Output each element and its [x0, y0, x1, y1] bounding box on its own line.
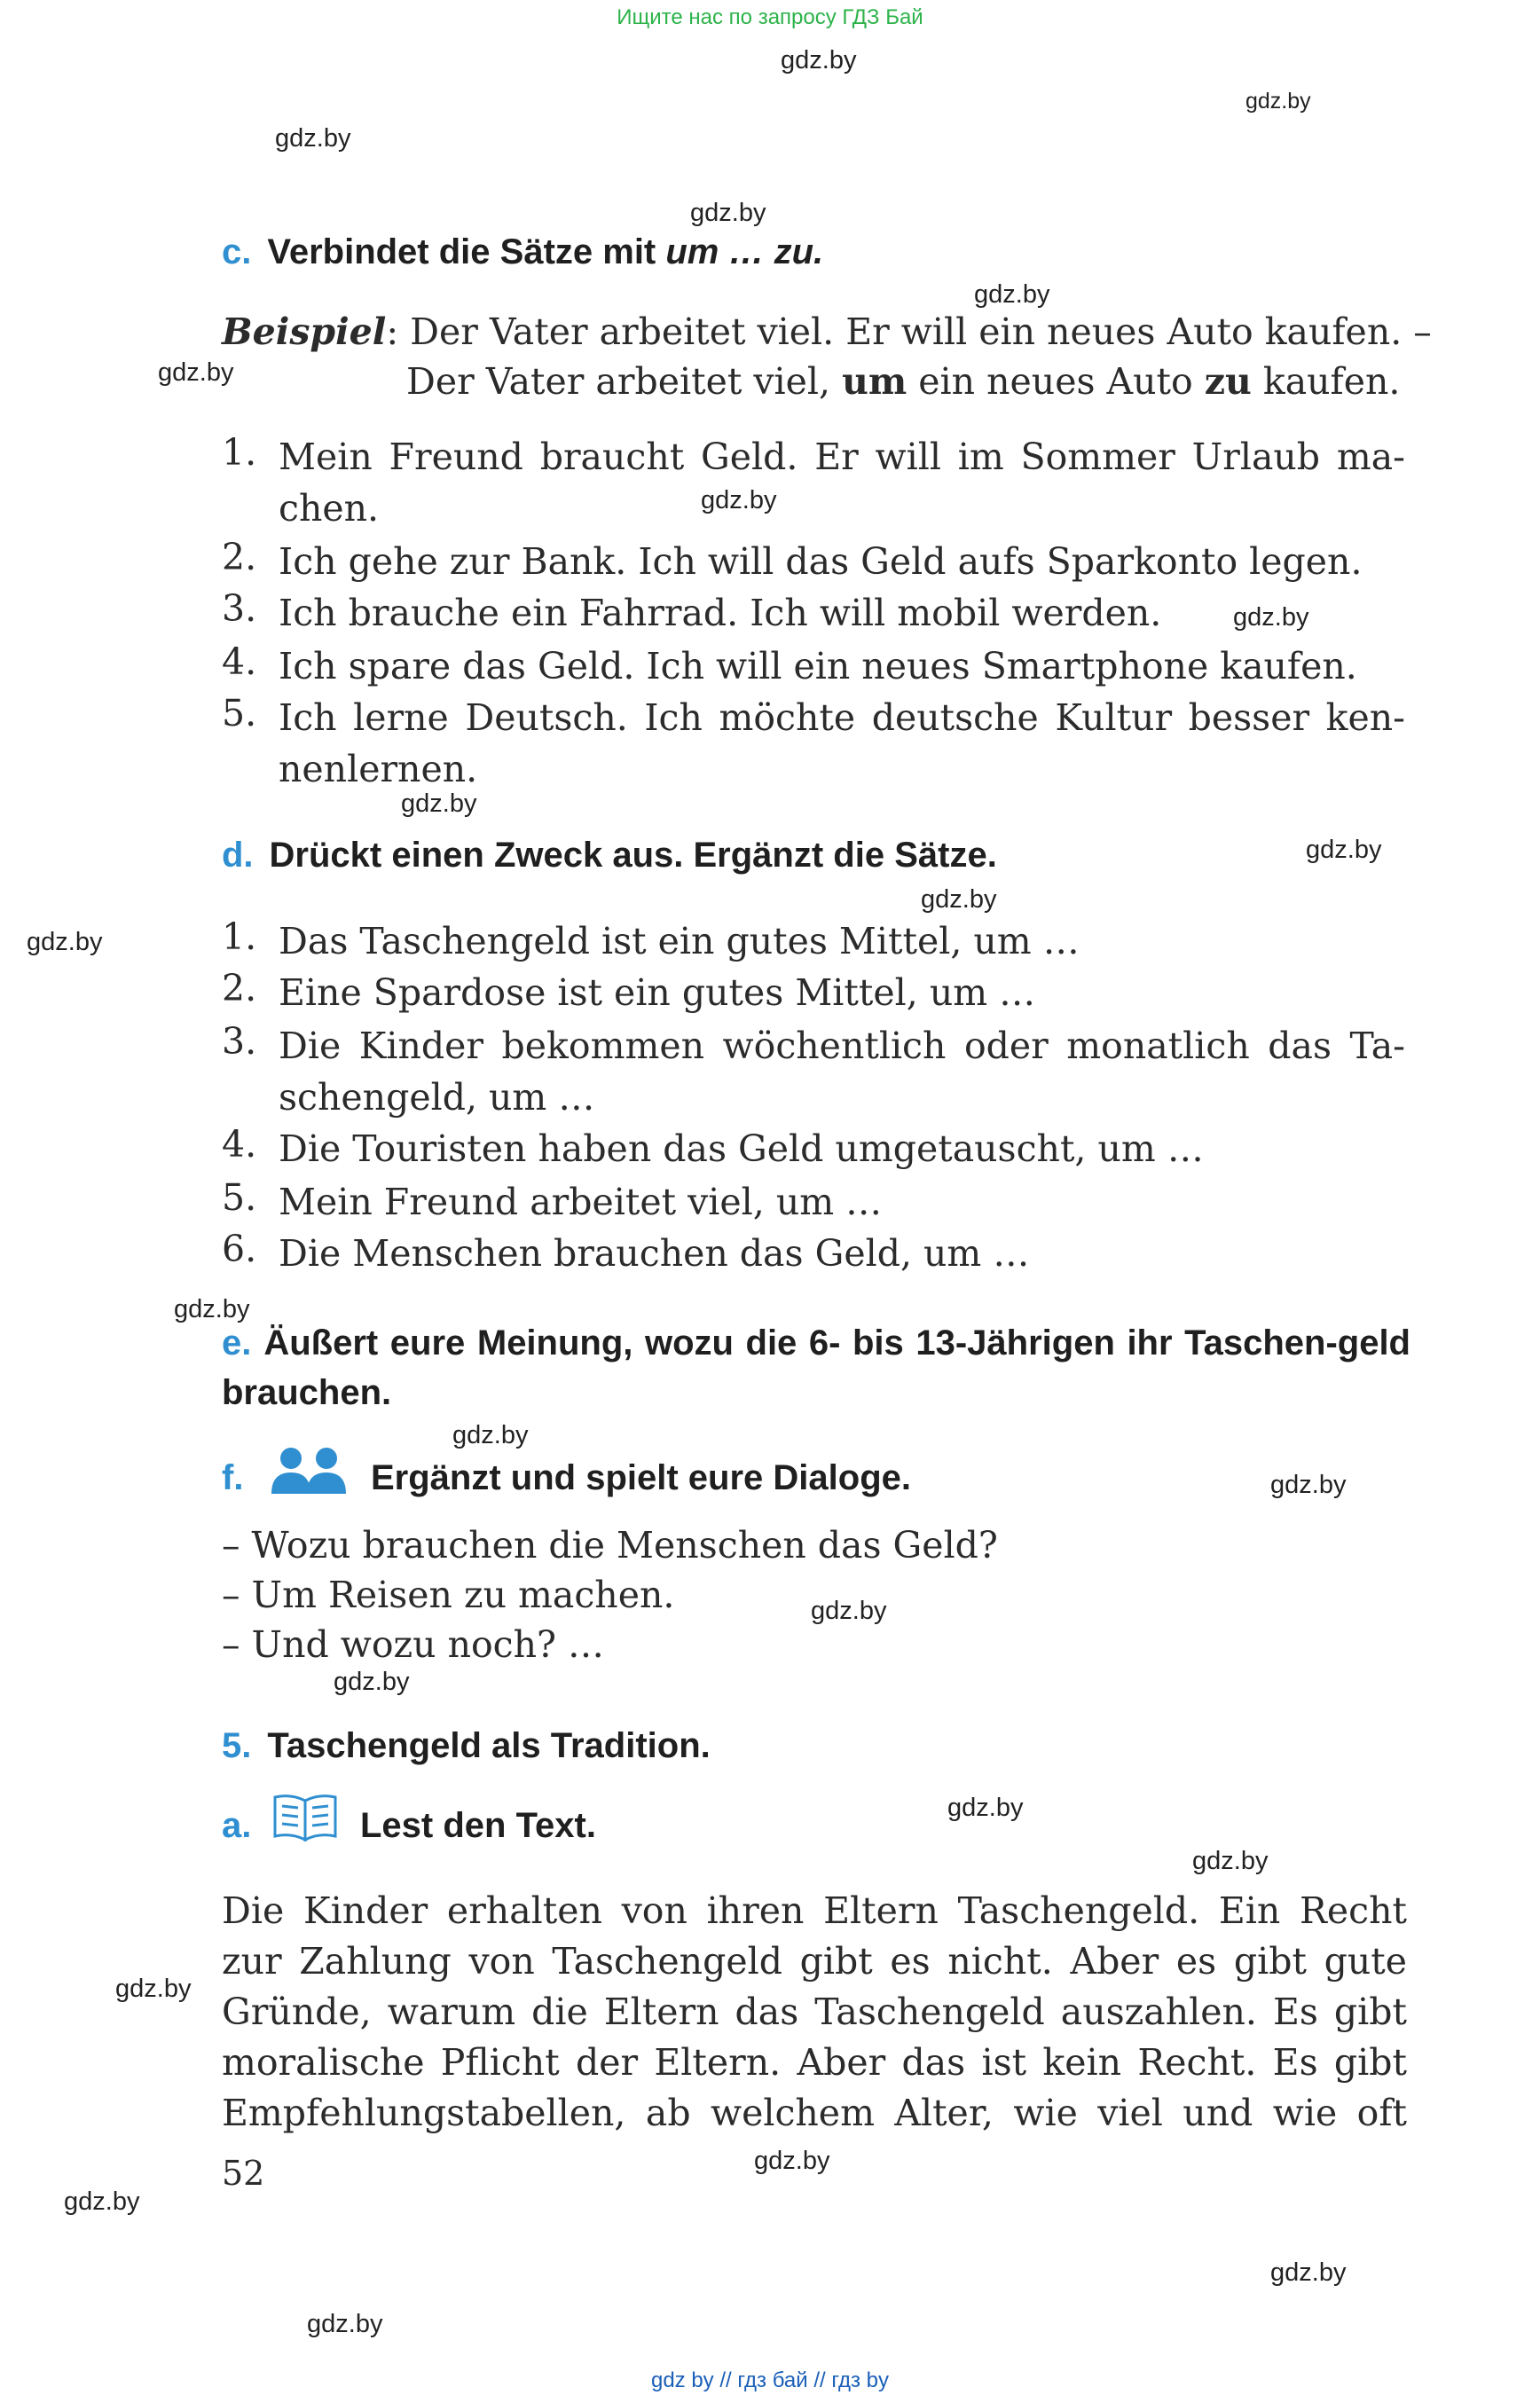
section-d-heading: [222, 836, 997, 876]
list-item: Die Kinder bekommen wöchentlich oder monatlich das Ta-schengeld, um …: [279, 1025, 1405, 1119]
list-item: Das Taschengeld ist ein gutes Mittel, um …: [279, 920, 1080, 962]
dialog-line: – Wozu brauchen die Menschen das Geld?: [222, 1524, 998, 1567]
list-number: 2.: [222, 536, 257, 578]
example-text: Der Vater arbeitet viel. Er will ein neues Auto kaufen. –: [410, 310, 1432, 353]
watermark: gdz.by: [754, 2147, 830, 2175]
task-5-heading: [222, 1726, 711, 1766]
list-item: Ich lerne Deutsch. Ich möchte deutsche Kultur besser ken-nenlernen.: [279, 696, 1405, 790]
watermark: gdz.by: [811, 1597, 887, 1625]
dialog-line: – Um Reisen zu machen.: [222, 1574, 675, 1616]
dialog-line: – Und wozu noch? …: [222, 1623, 605, 1666]
section-title-italic: um … zu.: [665, 232, 824, 271]
page-number: 52: [222, 2154, 265, 2193]
watermark: gdz.by: [1306, 836, 1382, 864]
watermark: gdz.by: [921, 885, 997, 914]
text-line: Empfehlungstabellen, ab welchem Alter, wie viel und wie oft: [222, 2092, 1407, 2134]
watermark: gdz.by: [1233, 603, 1309, 632]
watermark: gdz.by: [1245, 89, 1311, 114]
example-line-2: [406, 360, 1400, 403]
example-keyword: zu: [1204, 360, 1252, 403]
section-letter: a.: [222, 1806, 252, 1845]
list-number: 1.: [222, 915, 257, 958]
list-item: Ich gehe zur Bank. Ich will das Geld aufs Sparkonto legen.: [279, 540, 1363, 583]
section-title: Drückt einen Zweck aus. Ergänzt die Sätze.: [269, 836, 997, 875]
example-keyword: um: [842, 360, 908, 403]
example-line-1: Beispiel: Der Vater arbeitet viel. Er will ein neues Auto kaufen. –: [222, 310, 1432, 353]
section-f-heading: [222, 1458, 259, 1498]
section-c-heading: [222, 232, 823, 272]
section-letter: d.: [222, 836, 254, 875]
bottom-banner[interactable]: gdz by // гдз бай // гдз by: [650, 2368, 890, 2392]
watermark: gdz.by: [115, 1975, 192, 2003]
watermark: gdz.by: [27, 928, 103, 956]
text-line: Gründe, warum die Eltern das Taschengeld auszahlen. Es gibt: [222, 1991, 1407, 2033]
list-item: Die Touristen haben das Geld umgetauscht, um …: [279, 1127, 1204, 1170]
list-number: 4.: [222, 1123, 257, 1166]
watermark: gdz.by: [701, 486, 777, 514]
section-a-heading: [222, 1806, 267, 1846]
watermark: gdz.by: [974, 280, 1050, 309]
list-number: 3.: [222, 587, 257, 630]
watermark: gdz.by: [158, 358, 234, 387]
watermark: gdz.by: [64, 2187, 140, 2216]
section-f-title: Ergänzt und spielt eure Dialoge.: [371, 1458, 911, 1497]
section-a-title: Lest den Text.: [360, 1806, 596, 1845]
example-text: kaufen.: [1251, 360, 1401, 403]
watermark: gdz.by: [781, 46, 857, 75]
list-item: Ich spare das Geld. Ich will ein neues Smartphone kaufen.: [279, 645, 1357, 687]
section-title: Äußert eure Meinung, wozu die 6- bis 13-Jährigen ihr Taschen-geld brauchen.: [222, 1323, 1410, 1412]
list-number: 4.: [222, 640, 257, 683]
watermark: gdz.by: [947, 1794, 1024, 1822]
text-line: zur Zahlung von Taschengeld gibt es nicht. Aber es gibt gute: [222, 1940, 1407, 1983]
list-item: Die Menschen brauchen das Geld, um …: [279, 1232, 1030, 1275]
top-banner[interactable]: Ищите нас по запросу ГДЗ Бай: [617, 5, 923, 29]
list-number: 3.: [222, 1020, 257, 1063]
section-letter: c.: [222, 232, 252, 271]
text-line: Die Kinder erhalten von ihren Eltern Taschengeld. Ein Recht: [222, 1889, 1407, 1932]
section-letter: e.: [222, 1323, 252, 1362]
watermark: gdz.by: [275, 124, 351, 153]
example-text: ein neues Auto: [907, 360, 1205, 403]
list-number: 5.: [222, 692, 257, 734]
example-label: Beispiel: [222, 310, 387, 353]
list-item: Mein Freund arbeitet viel, um …: [279, 1181, 883, 1223]
watermark: gdz.by: [307, 2310, 383, 2338]
watermark: gdz.by: [1270, 1471, 1347, 1499]
list-number: 1.: [222, 431, 257, 474]
list-number: 6.: [222, 1228, 257, 1270]
watermark: gdz.by: [174, 1295, 250, 1323]
watermark: gdz.by: [401, 789, 477, 818]
list-item: Ich brauche ein Fahrrad. Ich will mobil werden.: [279, 592, 1162, 634]
list-item: Mein Freund braucht Geld. Er will im Sommer Urlaub ma-chen.: [279, 436, 1405, 530]
list-number: 2.: [222, 967, 257, 1009]
section-letter: f.: [222, 1458, 244, 1497]
text-line: moralische Pflicht der Eltern. Aber das ist kein Recht. Es gibt: [222, 2041, 1407, 2084]
watermark: gdz.by: [452, 1421, 529, 1449]
example-text: Der Vater arbeitet viel,: [406, 360, 843, 403]
list-item: Eine Spardose ist ein gutes Mittel, um …: [279, 971, 1036, 1014]
task-number: 5.: [222, 1726, 252, 1765]
watermark: gdz.by: [1192, 1847, 1269, 1875]
section-title: Verbindet die Sätze mit: [267, 232, 666, 271]
watermark: gdz.by: [690, 199, 766, 227]
task-title: Taschengeld als Tradition.: [267, 1726, 711, 1765]
watermark: gdz.by: [1270, 2258, 1347, 2287]
list-number: 5.: [222, 1176, 257, 1219]
section-e-heading: [222, 1318, 1410, 1417]
open-book-icon: [271, 1792, 339, 1842]
two-people-icon: [270, 1446, 350, 1496]
watermark: gdz.by: [334, 1668, 410, 1696]
